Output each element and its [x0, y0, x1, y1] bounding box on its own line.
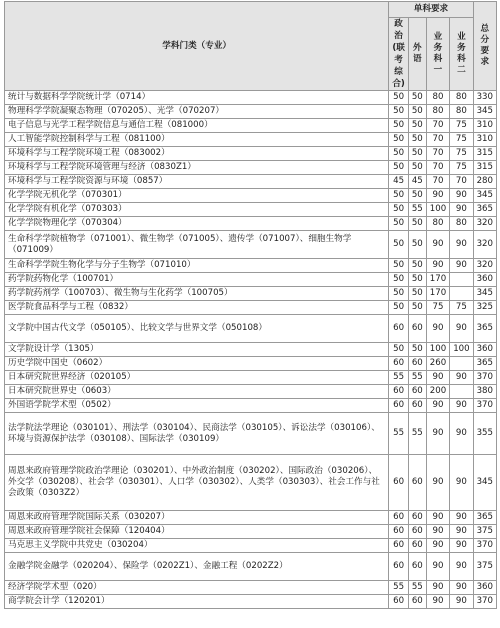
foreign-language-score: 45: [408, 175, 426, 189]
subject-two-score: [450, 287, 473, 301]
major-cell: 环境科学与工程学院资源与环境（0857）: [5, 175, 389, 189]
politics-score: 50: [389, 91, 409, 105]
foreign-language-score: 60: [408, 511, 426, 525]
politics-score: 50: [389, 133, 409, 147]
politics-score: 50: [389, 231, 409, 259]
foreign-language-score: 60: [408, 595, 426, 609]
table-row: [5, 343, 497, 357]
total-score: 370: [473, 399, 496, 413]
subject-two-score: [450, 273, 473, 287]
total-score: 320: [473, 259, 496, 273]
total-score: 360: [473, 343, 496, 357]
total-score: 365: [473, 511, 496, 525]
table-row: [5, 175, 497, 189]
table-row: [5, 315, 497, 343]
politics-score: 50: [389, 161, 409, 175]
politics-score: 60: [389, 525, 409, 539]
subject-two-score: 75: [450, 301, 473, 315]
subject-two-score: 90: [450, 595, 473, 609]
foreign-language-score: 60: [408, 385, 426, 399]
major-cell: 生命科学学院生物化学与分子生物学（071010）: [5, 259, 389, 273]
total-score: 360: [473, 581, 496, 595]
major-cell: 周恩来政府管理学院国际关系（030207）: [5, 511, 389, 525]
subject-one-score: 90: [426, 539, 449, 553]
politics-score: 60: [389, 539, 409, 553]
subject-one-score: 90: [426, 231, 449, 259]
major-cell: 人工智能学院控制科学与工程（081100）: [5, 133, 389, 147]
total-score: 360: [473, 273, 496, 287]
politics-score: 60: [389, 455, 409, 511]
foreign-language-score: 50: [408, 161, 426, 175]
table-row: [5, 217, 497, 231]
foreign-language-score: 60: [408, 357, 426, 371]
total-score: 355: [473, 413, 496, 455]
subject-one-score: 170: [426, 273, 449, 287]
total-score: 345: [473, 287, 496, 301]
foreign-language-score: 60: [408, 455, 426, 511]
major-cell: 周恩来政府管理学院社会保障（120404）: [5, 525, 389, 539]
foreign-language-score: 50: [408, 301, 426, 315]
foreign-language-score: 50: [408, 217, 426, 231]
table-body: [5, 91, 497, 609]
foreign-language-score: 50: [408, 91, 426, 105]
table-row: [5, 525, 497, 539]
table-row: [5, 105, 497, 119]
total-score: 370: [473, 595, 496, 609]
major-cell: 生命科学学院植物学（071001）、微生物学（071005）、遗传学（071007）、细胞生物学（071009）: [5, 231, 389, 259]
header-major: 学科门类（专业）: [5, 2, 389, 91]
table-row: [5, 371, 497, 385]
major-cell: 金融学院金融学（020204）、保险学（0202Z1）、金融工程（0202Z2）: [5, 553, 389, 581]
subject-two-score: 75: [450, 133, 473, 147]
subject-two-score: 90: [450, 581, 473, 595]
major-cell: 药学院药剂学（100703）、微生物与生化药学（100705）: [5, 287, 389, 301]
total-score: 365: [473, 357, 496, 371]
header-total: 总分要求: [473, 2, 496, 91]
table-row: [5, 595, 497, 609]
foreign-language-score: 55: [408, 203, 426, 217]
foreign-language-score: 50: [408, 119, 426, 133]
politics-score: 50: [389, 273, 409, 287]
total-score: 325: [473, 301, 496, 315]
total-score: 365: [473, 315, 496, 343]
header-single-subject: 单科要求: [389, 2, 473, 18]
subject-two-score: 75: [450, 119, 473, 133]
major-cell: 文学院设计学（1305）: [5, 343, 389, 357]
foreign-language-score: 55: [408, 413, 426, 455]
subject-one-score: 70: [426, 147, 449, 161]
header-foreign-language: 外语: [408, 18, 426, 91]
politics-score: 60: [389, 399, 409, 413]
foreign-language-score: 50: [408, 133, 426, 147]
subject-two-score: 90: [450, 231, 473, 259]
total-score: 365: [473, 203, 496, 217]
table-row: [5, 511, 497, 525]
subject-one-score: 80: [426, 217, 449, 231]
table-row: [5, 581, 497, 595]
major-cell: 经济学院学术型（020）: [5, 581, 389, 595]
foreign-language-score: 50: [408, 273, 426, 287]
total-score: 345: [473, 189, 496, 203]
total-score: 310: [473, 119, 496, 133]
table-row: [5, 553, 497, 581]
foreign-language-score: 60: [408, 525, 426, 539]
table-row: [5, 91, 497, 105]
total-score: 345: [473, 455, 496, 511]
total-score: 375: [473, 525, 496, 539]
subject-two-score: 80: [450, 217, 473, 231]
major-cell: 日本研究院世界经济（020105）: [5, 371, 389, 385]
major-cell: 法学院法学理论（030101）、刑法学（030104）、民商法学（030105）、诉讼法学（030106）、环境与资源保护法学（030108）、国际法学（030109）: [5, 413, 389, 455]
total-score: 315: [473, 147, 496, 161]
total-score: 370: [473, 371, 496, 385]
table-row: [5, 231, 497, 259]
table-row: [5, 301, 497, 315]
subject-two-score: 75: [450, 161, 473, 175]
total-score: 345: [473, 105, 496, 119]
subject-one-score: 90: [426, 189, 449, 203]
table-row: [5, 259, 497, 273]
subject-one-score: 90: [426, 315, 449, 343]
subject-two-score: 90: [450, 553, 473, 581]
subject-one-score: 90: [426, 581, 449, 595]
subject-one-score: 90: [426, 595, 449, 609]
foreign-language-score: 55: [408, 581, 426, 595]
major-cell: 马克思主义学院中共党史（030204）: [5, 539, 389, 553]
header-subject-two: 业务科二: [450, 18, 473, 91]
subject-two-score: 90: [450, 203, 473, 217]
admission-requirements-table: [4, 1, 497, 609]
subject-two-score: 70: [450, 175, 473, 189]
subject-two-score: 90: [450, 259, 473, 273]
major-cell: 环境科学与工程学院环境工程（083002）: [5, 147, 389, 161]
foreign-language-score: 50: [408, 189, 426, 203]
subject-one-score: 100: [426, 343, 449, 357]
politics-score: 50: [389, 105, 409, 119]
major-cell: 物理科学学院凝聚态物理（070205）、光学（070207）: [5, 105, 389, 119]
subject-one-score: 90: [426, 399, 449, 413]
table-row: [5, 455, 497, 511]
politics-score: 60: [389, 315, 409, 343]
major-cell: 化学学院物理化学（070304）: [5, 217, 389, 231]
politics-score: 60: [389, 357, 409, 371]
politics-score: 50: [389, 259, 409, 273]
politics-score: 55: [389, 413, 409, 455]
subject-one-score: 260: [426, 357, 449, 371]
subject-one-score: 170: [426, 287, 449, 301]
politics-score: 50: [389, 189, 409, 203]
total-score: 375: [473, 553, 496, 581]
subject-two-score: 90: [450, 539, 473, 553]
subject-two-score: 80: [450, 91, 473, 105]
major-cell: 统计与数据科学学院统计学（0714）: [5, 91, 389, 105]
table-row: [5, 539, 497, 553]
subject-one-score: 70: [426, 119, 449, 133]
table-row: [5, 399, 497, 413]
politics-score: 60: [389, 511, 409, 525]
table-row: [5, 357, 497, 371]
total-score: 320: [473, 217, 496, 231]
subject-one-score: 90: [426, 259, 449, 273]
foreign-language-score: 55: [408, 371, 426, 385]
subject-one-score: 70: [426, 133, 449, 147]
total-score: 310: [473, 133, 496, 147]
foreign-language-score: 50: [408, 287, 426, 301]
total-score: 315: [473, 161, 496, 175]
subject-two-score: 90: [450, 511, 473, 525]
subject-two-score: [450, 385, 473, 399]
politics-score: 50: [389, 203, 409, 217]
subject-one-score: 90: [426, 455, 449, 511]
table-row: [5, 385, 497, 399]
politics-score: 45: [389, 175, 409, 189]
subject-one-score: 90: [426, 413, 449, 455]
subject-one-score: 90: [426, 553, 449, 581]
major-cell: 电子信息与光学工程学院信息与通信工程（081000）: [5, 119, 389, 133]
subject-two-score: 90: [450, 371, 473, 385]
subject-one-score: 75: [426, 301, 449, 315]
subject-one-score: 70: [426, 161, 449, 175]
major-cell: 药学院药物化学（100701）: [5, 273, 389, 287]
politics-score: 55: [389, 371, 409, 385]
subject-one-score: 90: [426, 525, 449, 539]
subject-two-score: 75: [450, 147, 473, 161]
politics-score: 50: [389, 287, 409, 301]
subject-one-score: 90: [426, 371, 449, 385]
major-cell: 日本研究院世界史（0603）: [5, 385, 389, 399]
foreign-language-score: 60: [408, 553, 426, 581]
politics-score: 50: [389, 147, 409, 161]
politics-score: 50: [389, 343, 409, 357]
subject-two-score: 90: [450, 413, 473, 455]
subject-one-score: 200: [426, 385, 449, 399]
major-cell: 历史学院中国史（0602）: [5, 357, 389, 371]
subject-two-score: 90: [450, 525, 473, 539]
major-cell: 环境科学与工程学院环境管理与经济（0830Z1）: [5, 161, 389, 175]
foreign-language-score: 50: [408, 105, 426, 119]
subject-two-score: 90: [450, 189, 473, 203]
subject-two-score: [450, 357, 473, 371]
table-row: [5, 161, 497, 175]
total-score: 380: [473, 385, 496, 399]
subject-two-score: 90: [450, 399, 473, 413]
table-row: [5, 287, 497, 301]
table-row: [5, 147, 497, 161]
foreign-language-score: 60: [408, 315, 426, 343]
major-cell: 化学学院无机化学（070301）: [5, 189, 389, 203]
foreign-language-score: 50: [408, 147, 426, 161]
politics-score: 50: [389, 301, 409, 315]
subject-one-score: 80: [426, 105, 449, 119]
table-row: [5, 273, 497, 287]
subject-one-score: 100: [426, 203, 449, 217]
politics-score: 60: [389, 385, 409, 399]
politics-score: 60: [389, 553, 409, 581]
politics-score: 50: [389, 217, 409, 231]
table-row: [5, 203, 497, 217]
subject-one-score: 80: [426, 91, 449, 105]
total-score: 330: [473, 91, 496, 105]
politics-score: 50: [389, 119, 409, 133]
foreign-language-score: 60: [408, 539, 426, 553]
subject-two-score: 80: [450, 105, 473, 119]
major-cell: 周恩来政府管理学院政治学理论（030201）、中外政治制度（030202）、国际政治（030206）、外交学（030208）、社会学（030301）、人口学（030302）、人类学（030303）、社会工作与社会政策（0303Z2）: [5, 455, 389, 511]
politics-score: 55: [389, 581, 409, 595]
total-score: 280: [473, 175, 496, 189]
subject-two-score: 100: [450, 343, 473, 357]
subject-two-score: 90: [450, 455, 473, 511]
total-score: 370: [473, 539, 496, 553]
major-cell: 外国语学院学术型（0502）: [5, 399, 389, 413]
foreign-language-score: 60: [408, 399, 426, 413]
politics-score: 60: [389, 595, 409, 609]
foreign-language-score: 50: [408, 231, 426, 259]
major-cell: 医学院食品科学与工程（0832）: [5, 301, 389, 315]
table-row: [5, 189, 497, 203]
subject-one-score: 90: [426, 511, 449, 525]
major-cell: 商学院会计学（120201）: [5, 595, 389, 609]
header-subject-one: 业务科一: [426, 18, 449, 91]
major-cell: 文学院中国古代文学（050105）、比较文学与世界文学（050108）: [5, 315, 389, 343]
subject-one-score: 70: [426, 175, 449, 189]
major-cell: 化学学院有机化学（070303）: [5, 203, 389, 217]
table-row: [5, 133, 497, 147]
header-politics: 政治(联考综合): [389, 18, 409, 91]
table-row: [5, 413, 497, 455]
subject-two-score: 90: [450, 315, 473, 343]
total-score: 320: [473, 231, 496, 259]
table-row: [5, 119, 497, 133]
foreign-language-score: 50: [408, 343, 426, 357]
foreign-language-score: 50: [408, 259, 426, 273]
